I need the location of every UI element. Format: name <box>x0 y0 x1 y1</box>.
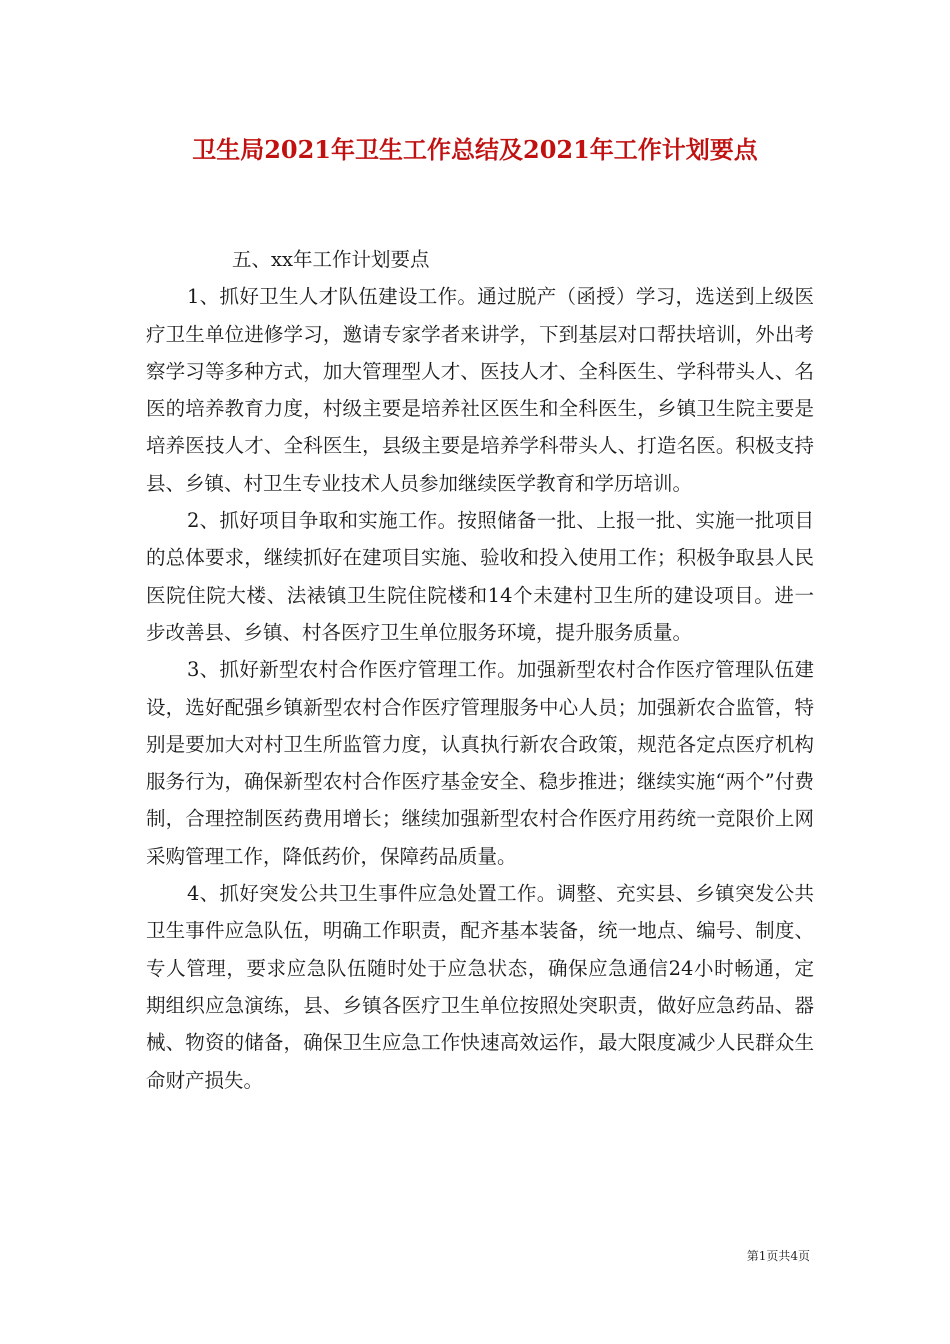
paragraph-2: 2、抓好项目争取和实施工作。按照储备一批、上报一批、实施一批项目的总体要求，继续抓好在建项目实施、验收和投入使用工作；积极争取县人民医院住院大楼、法裱镇卫生院住院楼和14个未建村卫生所的建设项目。进一步改善县、乡镇、村各医疗卫生单位服务环境，提升服务质量。 <box>146 509 814 644</box>
document-body <box>146 241 814 1099</box>
paragraph-4: 4、抓好突发公共卫生事件应急处置工作。调整、充实县、乡镇突发公共卫生事件应急队伍，明确工作职责，配齐基本装备，统一地点、编号、制度、专人管理，要求应急队伍随时处于应急状态，确保应急通信24小时畅通，定期组织应急演练，县、乡镇各医疗卫生单位按照处突职责，做好应急药品、器械、物资的储备，确保卫生应急工作快速高效运作，最大限度减少人民群众生命财产损失。 <box>146 882 814 1092</box>
document-title: 卫生局2021年卫生工作总结及2021年工作计划要点 <box>192 135 758 164</box>
page-number: 第1页共4页 <box>746 1249 810 1263</box>
section-heading: 五、xx年工作计划要点 <box>232 248 430 271</box>
paragraph-1: 1、抓好卫生人才队伍建设工作。通过脱产（函授）学习，选送到上级医疗卫生单位进修学习，邀请专家学者来讲学，下到基层对口帮扶培训，外出考察学习等多种方式，加大管理型人才、医技人才、全科医生、学科带头人、名医的培养教育力度，村级主要是培养社区医生和全科医生，乡镇卫生院主要是培养医技人才、全科医生，县级主要是培养学科带头人、打造名医。积极支持县、乡镇、村卫生专业技术人员参加继续医学教育和学历培训。 <box>146 285 814 495</box>
paragraph-3: 3、抓好新型农村合作医疗管理工作。加强新型农村合作医疗管理队伍建设，选好配强乡镇新型农村合作医疗管理服务中心人员；加强新农合监管，特别是要加大对村卫生所监管力度，认真执行新农合政策，规范各定点医疗机构服务行为，确保新型农村合作医疗基金安全、稳步推进；继续实施“两个”付费制，合理控制医药费用增长；继续加强新型农村合作医疗用药统一竞限价上网采购管理工作，降低药价，保障药品质量。 <box>146 658 814 868</box>
